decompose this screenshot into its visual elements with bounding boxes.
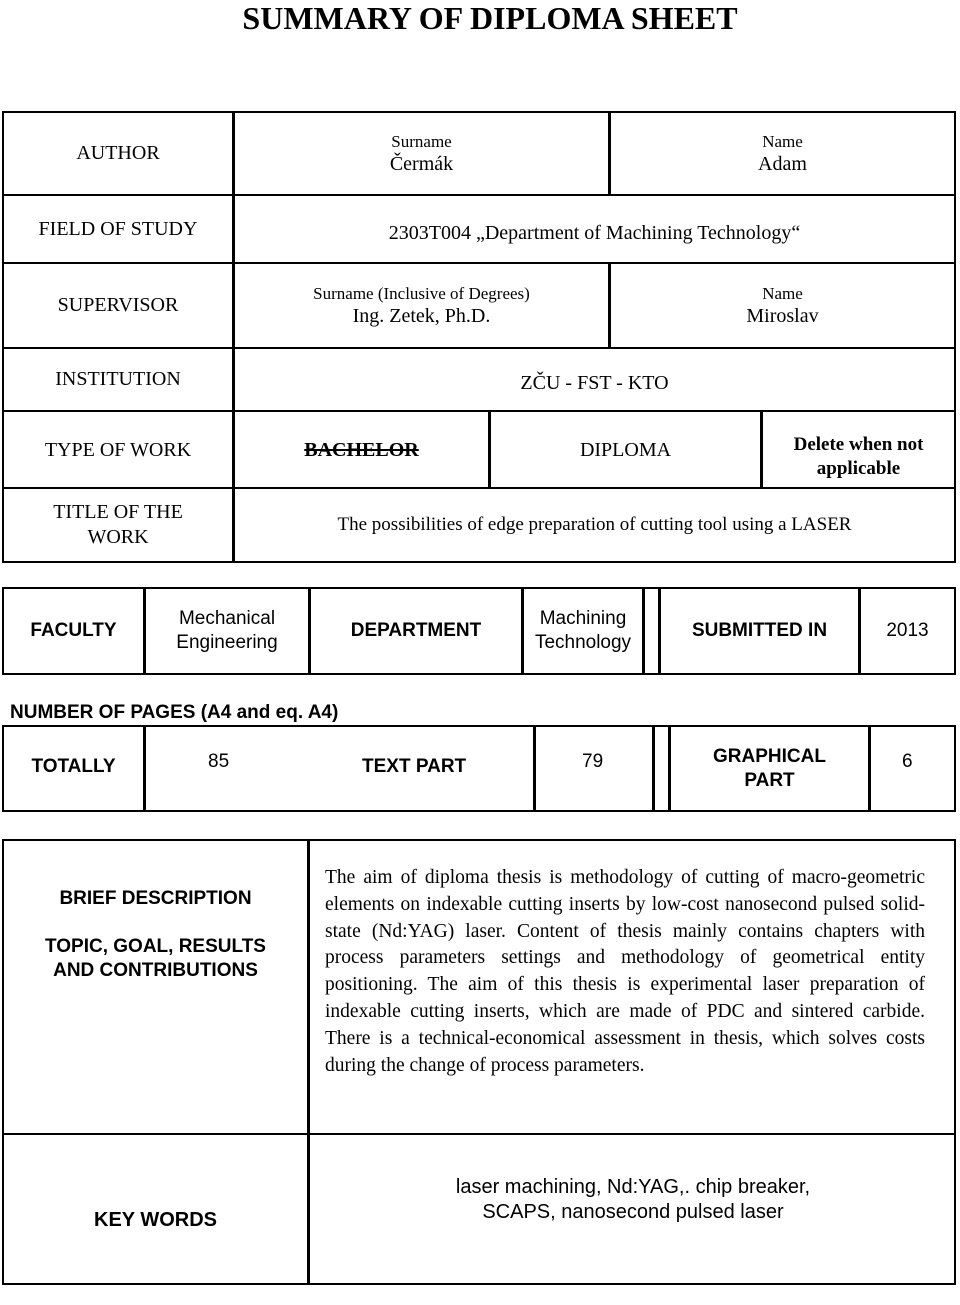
submitted-label: SUBMITTED IN	[691, 620, 828, 641]
text-part-label: TEXT PART	[362, 756, 467, 777]
graphical-part-label	[671, 743, 868, 795]
description-text: The aim of diploma thesis is methodology of cutting of macro-geometric elements on indexable cutting inserts by low-cost nanosecond pulsed solid-state (Nd:YAG) laser. Content of thesis mainly contains chapters with process parameters settings and methodology of geometrical entity positioning. The aim of this thesis is experimental laser preparation of indexable cutting inserts, which are made of PDC and sintered carbide. There is a technical-economical assessment in thesis, which solves costs during the change of process parameters.	[325, 867, 925, 1076]
type-of-work-label: TYPE OF WORK	[44, 439, 192, 461]
faculty-value	[146, 589, 308, 673]
author-surname-label: Surname	[391, 131, 452, 151]
supervisor-name	[611, 264, 954, 347]
supervisor-surname-label: Surname (Inclusive of Degrees)	[313, 283, 530, 303]
type-of-work-diploma: DIPLOMA	[579, 439, 672, 461]
author-name-value: Adam	[758, 152, 807, 175]
author-name	[611, 113, 954, 194]
title-of-work-label-line1: TITLE OF THE	[53, 501, 183, 523]
supervisor-surname-value: Ing. Zetek, Ph.D.	[352, 304, 491, 327]
keywords-value	[310, 1135, 956, 1265]
type-of-work-note-line1: Delete when not	[793, 433, 924, 455]
totally-value: 85	[208, 751, 230, 772]
topic-goal-label-line2: AND CONTRIBUTIONS	[53, 960, 258, 981]
institution-label: INSTITUTION	[55, 368, 181, 390]
type-of-work-note-line2: applicable	[816, 457, 901, 479]
description-label	[4, 887, 307, 983]
author-name-label: Name	[762, 131, 803, 151]
page-title: SUMMARY OF DIPLOMA SHEET	[242, 0, 738, 36]
topic-goal-label-line1: TOPIC, GOAL, RESULTS	[45, 936, 266, 957]
faculty-label: FACULTY	[30, 620, 117, 641]
keywords-line2: SCAPS, nanosecond pulsed laser	[482, 1201, 784, 1223]
keywords-label: KEY WORDS	[94, 1208, 217, 1231]
faculty-value-line1: Mechanical	[178, 608, 276, 629]
graphical-part-label-line1: GRAPHICAL	[713, 746, 826, 767]
type-of-work-bachelor: BACHELOR	[304, 439, 419, 461]
title-of-work-label-line2: WORK	[87, 526, 149, 548]
supervisor-name-label: Name	[762, 283, 803, 303]
author-surname-value: Čermák	[389, 152, 454, 175]
submitted-value: 2013	[886, 620, 929, 641]
department-label: DEPARTMENT	[350, 620, 482, 641]
field-of-study-value: 2303T004 „Department of Machining Technology“	[388, 221, 801, 244]
totally-label: TOTALLY	[31, 756, 116, 777]
keywords-line1: laser machining, Nd:YAG,. chip breaker,	[455, 1176, 811, 1198]
author-label: AUTHOR	[76, 142, 160, 164]
author-surname	[235, 113, 608, 194]
graphical-part-label-line2: PART	[744, 770, 795, 791]
faculty-value-line2: Engineering	[176, 632, 278, 653]
department-value-line1: Machining	[539, 608, 627, 629]
title-of-work-value: The possibilities of edge preparation of cutting tool using a LASER	[337, 514, 852, 535]
field-of-study-label: FIELD OF STUDY	[38, 217, 198, 240]
supervisor-label: SUPERVISOR	[57, 294, 179, 316]
supervisor-surname	[235, 264, 608, 347]
graphical-part-value: 6	[902, 751, 913, 772]
brief-description-label: BRIEF DESCRIPTION	[59, 888, 252, 909]
department-value-line2: Technology	[534, 632, 632, 653]
supervisor-name-value: Miroslav	[746, 304, 819, 327]
type-of-work-note	[763, 412, 954, 487]
institution-value: ZČU - FST - KTO	[520, 372, 669, 394]
text-part-value: 79	[582, 751, 604, 772]
pages-heading: NUMBER OF PAGES (A4 and eq. A4)	[10, 702, 339, 723]
department-value	[524, 589, 642, 673]
title-of-work-label	[4, 489, 232, 561]
